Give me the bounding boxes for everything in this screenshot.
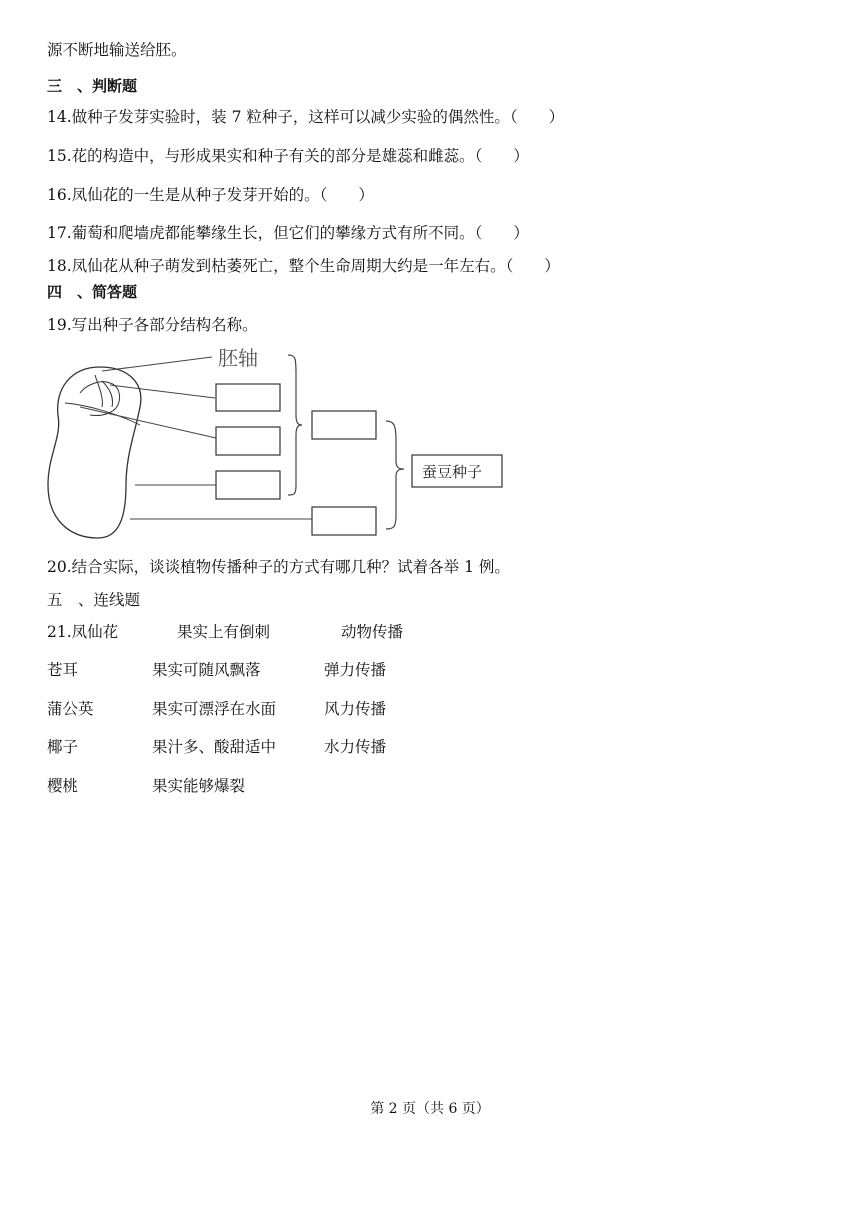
seed-embryo-inner bbox=[80, 382, 120, 416]
seed-structure-diagram bbox=[40, 345, 510, 545]
seed-radicle bbox=[95, 375, 113, 407]
match-plant-3: 蒲公英 bbox=[47, 700, 94, 718]
match-method-4: 水力传播 bbox=[324, 738, 387, 756]
page-footer: 第 2 页（共 6 页） bbox=[370, 1101, 490, 1117]
question-14: 14.做种子发芽实验时，装 7 粒种子，这样可以减少实验的偶然性。（ ） bbox=[47, 108, 565, 126]
question-17: 17.葡萄和爬墙虎都能攀缘生长，但它们的攀缘方式有所不同。（ ） bbox=[47, 224, 529, 242]
question-15: 15.花的构造中，与形成果实和种子有关的部分是雄蕊和雌蕊。（ ） bbox=[47, 147, 529, 165]
match-method-3: 风力传播 bbox=[324, 700, 387, 718]
match-method-1: 动物传播 bbox=[341, 623, 404, 641]
match-plant-4: 椰子 bbox=[47, 738, 79, 756]
brace-embryo-axis bbox=[288, 355, 302, 495]
seed-outline bbox=[48, 367, 141, 538]
question-19: 19.写出种子各部分结构名称。 bbox=[47, 316, 258, 334]
answer-box-3 bbox=[216, 471, 280, 499]
match-feature-1: 果实上有倒刺 bbox=[177, 623, 271, 641]
section-3-title: 三 、判断题 bbox=[47, 77, 138, 95]
section-5-title: 五 、连线题 bbox=[47, 591, 141, 609]
answer-box-5 bbox=[312, 507, 376, 535]
brace-seed bbox=[386, 421, 404, 529]
question-18: 18.凤仙花从种子萌发到枯萎死亡，整个生命周期大约是一年左右。（ ） bbox=[47, 257, 560, 275]
match-plant-1: 21.凤仙花 bbox=[47, 623, 119, 641]
match-plant-5: 樱桃 bbox=[47, 777, 79, 795]
answer-box-2 bbox=[216, 427, 280, 455]
answer-box-1 bbox=[216, 384, 280, 411]
match-feature-4: 果汁多、酸甜适中 bbox=[152, 738, 277, 756]
match-feature-3: 果实可漂浮在水面 bbox=[152, 700, 277, 718]
intro-tail-text: 源不断地输送给胚。 bbox=[47, 41, 187, 59]
embryo-axis-label: 胚轴 bbox=[218, 346, 258, 370]
question-20: 20.结合实际，谈谈植物传播种子的方式有哪几种？试着各举 1 例。 bbox=[47, 558, 510, 576]
question-16: 16.凤仙花的一生是从种子发芽开始的。（ ） bbox=[47, 186, 374, 204]
match-feature-5: 果实能够爆裂 bbox=[152, 777, 246, 795]
answer-box-4 bbox=[312, 411, 376, 439]
match-plant-2: 苍耳 bbox=[47, 661, 79, 679]
match-feature-2: 果实可随风飘落 bbox=[152, 661, 261, 679]
seed-label: 蚕豆种子 bbox=[422, 463, 483, 481]
match-method-2: 弹力传播 bbox=[324, 661, 387, 679]
section-4-title: 四 、简答题 bbox=[47, 283, 138, 301]
